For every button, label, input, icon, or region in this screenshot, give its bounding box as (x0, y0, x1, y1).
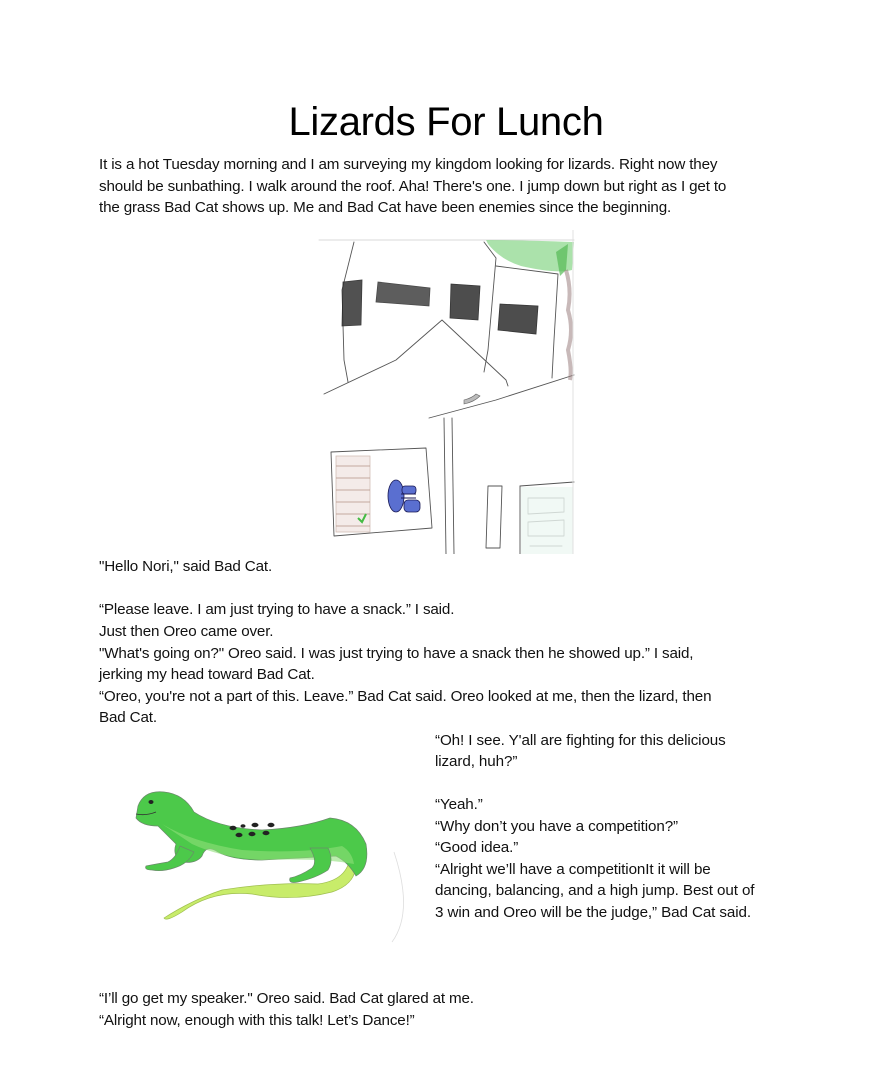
story-line: Just then Oreo came over. (99, 623, 274, 640)
dialogue-line: “Good idea.” (435, 839, 519, 856)
dialogue-line: dancing, balancing, and a high jump. Best out of (435, 882, 755, 899)
story-line: "What's going on?" Oreo said. I was just trying to have a snack then he showed up.” I said, (99, 645, 694, 662)
lizard-drawing (122, 772, 422, 952)
story-line: “Oreo, you're not a part of this. Leave.” Bad Cat said. Oreo looked at me, then the lizard, then (99, 688, 712, 705)
closing-line: “I’ll go get my speaker." Oreo said. Bad Cat glared at me. (99, 990, 474, 1007)
dialogue-line: lizard, huh?” (435, 753, 518, 770)
story-line: Bad Cat. (99, 709, 157, 726)
intro-line: It is a hot Tuesday morning and I am surveying my kingdom looking for lizards. Right now they (99, 156, 718, 173)
dialogue-line: “Why don’t you have a competition?” (435, 818, 679, 835)
intro-line: the grass Bad Cat shows up. Me and Bad Cat have been enemies since the beginning. (99, 199, 672, 216)
story-line: jerking my head toward Bad Cat. (99, 666, 315, 683)
page-title: Lizards For Lunch (288, 100, 604, 144)
dialogue-line: “Alright we’ll have a competitionIt it will be (435, 861, 711, 878)
closing-line: “Alright now, enough with this talk! Let’s Dance!” (99, 1012, 415, 1029)
dialogue-line: “Oh! I see. Y'all are fighting for this delicious (435, 732, 726, 749)
intro-line: should be sunbathing. I walk around the roof. Aha! There's one. I jump down but right as I get to (99, 177, 727, 195)
story-line: “Please leave. I am just trying to have a snack.” I said. (99, 601, 455, 618)
dialogue-line: “Yeah.” (435, 796, 483, 813)
house-drawing (316, 230, 576, 554)
story-line: "Hello Nori," said Bad Cat. (99, 558, 273, 575)
dialogue-line: 3 win and Oreo will be the judge,” Bad Cat said. (435, 904, 752, 921)
